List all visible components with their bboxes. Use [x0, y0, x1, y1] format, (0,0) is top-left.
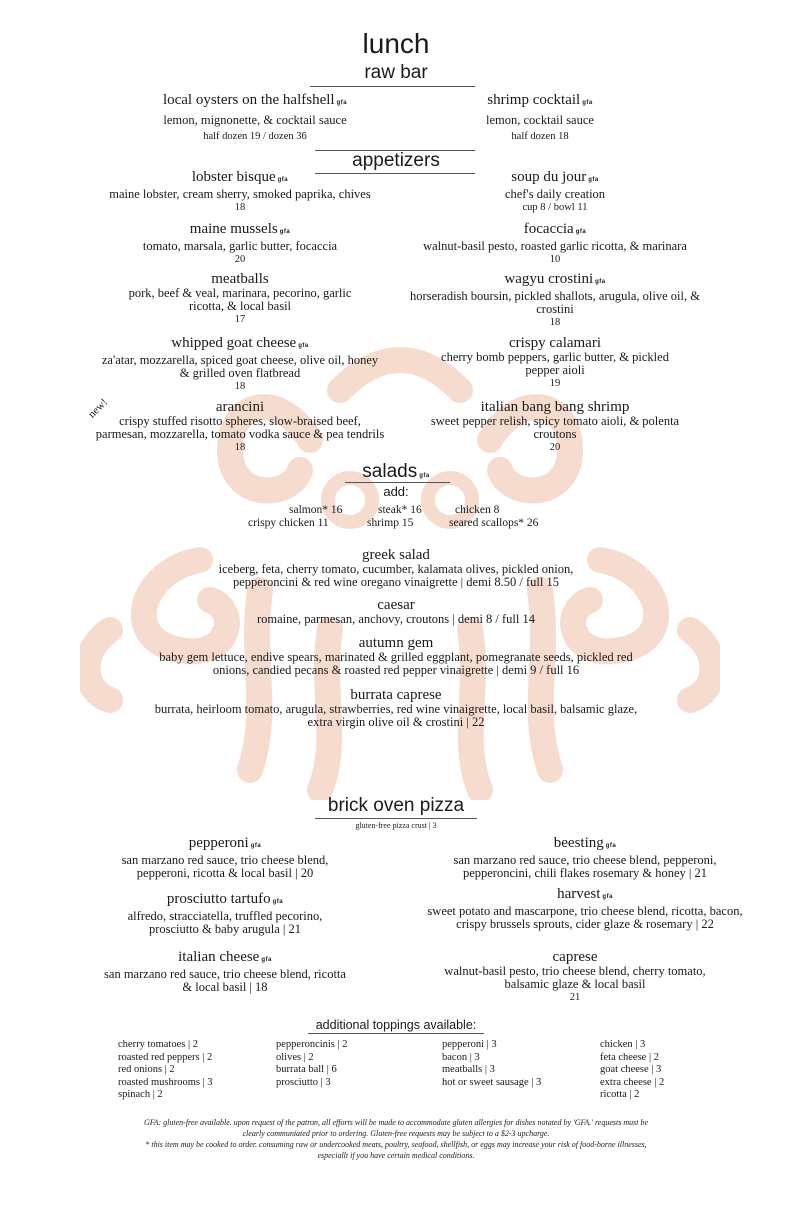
topping-item: bacon | 3: [442, 1051, 480, 1063]
section-heading-raw-bar: raw bar: [364, 62, 428, 83]
gfa-tag: gfa: [588, 177, 599, 183]
menu-item: [100, 222, 380, 266]
item-name: maine mussels: [189, 221, 278, 237]
item-name: pepperoni: [188, 835, 249, 851]
gfa-tag: gfa: [298, 343, 309, 349]
item-description: extra virgin olive oil & crostini | 22: [307, 715, 485, 729]
item-description: alfredo, stracciatella, truffled pecorino, prosciutto & baby arugula | 21: [127, 909, 323, 936]
menu-item: [95, 400, 385, 454]
menu-item: [110, 93, 400, 143]
menu-item: [420, 93, 660, 143]
item-description: crispy stuffed risotto spheres, slow-braised beef, parmesan, mozzarella, tomato vodka sauce & pea tendrils: [95, 414, 385, 441]
topping-item: roasted red peppers | 2: [118, 1051, 213, 1063]
menu-item: [425, 950, 725, 1004]
gfa-tag: gfa: [277, 177, 289, 183]
gfa-tag: gfa: [605, 843, 617, 849]
gfa-tag: gfa: [272, 899, 284, 905]
topping-item: feta cheese | 2: [600, 1051, 659, 1063]
menu-item: [100, 950, 350, 994]
menu-item: [115, 892, 335, 936]
menu-item: [96, 548, 696, 589]
menu-item: [80, 170, 400, 214]
item-price: cup 8 / bowl 11: [522, 202, 588, 213]
menu-item: [410, 272, 700, 329]
topping-item: extra cheese | 2: [600, 1076, 665, 1088]
gfa-tag: gfa: [575, 229, 587, 235]
topping-item: olives | 2: [276, 1051, 314, 1063]
footer-line: * this item may be cooked to order. consuming raw or undercooked meats, poultry, seafood, shellfish, or eggs may increase your risk of food-borne illnesses,: [145, 1140, 647, 1149]
item-name: focaccia: [523, 221, 574, 237]
add-label: add:: [383, 484, 409, 499]
menu-item: [96, 688, 696, 729]
item-name: shrimp cocktail: [487, 92, 581, 108]
item-price: 18: [234, 202, 246, 213]
topping-item: red onions | 2: [118, 1064, 175, 1075]
menu-title: lunch: [362, 28, 430, 59]
item-description: pepperoncini & red wine oregano vinaigrette | demi 8.50 / full 15: [232, 575, 560, 589]
item-description: lemon, cocktail sauce: [486, 113, 594, 127]
topping-item: chicken | 3: [600, 1039, 646, 1050]
menu-item: [420, 170, 690, 214]
item-name: wagyu crostini: [504, 271, 594, 287]
gfa-tag: gfa: [250, 843, 262, 849]
add-option: crispy chicken 11: [248, 517, 329, 529]
add-option: chicken 8: [455, 504, 500, 516]
item-name: soup du jour: [511, 169, 587, 185]
item-name: burrata caprese: [350, 687, 442, 703]
item-price: half dozen 18: [511, 131, 569, 142]
menu-item: [395, 222, 715, 266]
add-option: salmon* 16: [289, 504, 343, 516]
item-name: prosciutto tartufo: [166, 891, 271, 907]
gluten-free-crust-note: gluten-free pizza crust | 3: [355, 821, 437, 830]
item-name: greek salad: [362, 547, 430, 563]
gfa-tag: gfa: [261, 957, 272, 963]
item-description: sweet pepper relish, spicy tomato aioli, & polenta croutons: [430, 414, 680, 441]
item-price: 21: [569, 992, 581, 1003]
menu-item: [430, 400, 680, 454]
item-name: autumn gem: [358, 635, 434, 651]
new-badge: new!: [86, 396, 111, 421]
gfa-tag: gfa: [279, 229, 291, 235]
item-name: meatballs: [211, 271, 269, 287]
menu-item: [415, 887, 755, 931]
menu-item: [120, 272, 360, 326]
item-description: san marzano red sauce, trio cheese blend, pepperoni, ricotta & local basil | 20: [121, 853, 329, 880]
item-price: 18: [234, 381, 246, 392]
item-price: 10: [549, 254, 561, 265]
toppings-column: [276, 1039, 348, 1089]
section-heading-salads: [0, 461, 792, 483]
item-name: lobster bisque: [191, 169, 276, 185]
footer-disclaimer: [80, 1117, 712, 1161]
topping-item: pepperoni | 3: [442, 1039, 497, 1050]
item-description: lemon, mignonette, & cocktail sauce: [163, 113, 347, 127]
item-price: 19: [549, 378, 561, 389]
item-price: 18: [549, 317, 561, 328]
footer-line: especiallt if you have certain medical conditions.: [317, 1151, 475, 1160]
topping-item: burrata ball | 6: [276, 1064, 337, 1075]
item-description: baby gem lettuce, endive spears, marinated & grilled eggplant, pomegranate seeds, pickled red: [159, 650, 633, 664]
gfa-tag: gfa: [595, 279, 606, 285]
topping-item: cherry tomatoes | 2: [118, 1039, 198, 1050]
menu-item: [96, 598, 696, 626]
menu-item: [100, 836, 350, 880]
item-name: caprese: [552, 949, 598, 965]
item-price: 20: [234, 254, 246, 265]
item-description: tomato, marsala, garlic butter, focaccia: [142, 239, 338, 253]
item-description: onions, candied pecans & roasted red pepper vinaigrette | demi 9 / full 16: [212, 663, 580, 677]
gfa-tag: gfa: [419, 473, 430, 479]
topping-item: goat cheese | 3: [600, 1064, 662, 1075]
toppings-heading: additional toppings available:: [315, 1018, 477, 1032]
menu-item: [425, 336, 685, 390]
salads-rule: [345, 482, 450, 483]
item-name: caesar: [377, 597, 415, 613]
item-description: burrata, heirloom tomato, arugula, strawberries, red wine vinaigrette, local basil, balsamic glaze,: [154, 702, 638, 716]
toppings-column: [600, 1039, 664, 1102]
footer-line: clearly communiated prior to ordering. Gluten-free requests may be subject to a $2-3 upcharge.: [242, 1129, 550, 1138]
item-description: horseradish boursin, pickled shallots, arugula, olive oil, & crostini: [410, 289, 700, 316]
item-name: local oysters on the halfshell: [162, 92, 335, 108]
item-description: walnut-basil pesto, trio cheese blend, cherry tomato, balsamic glaze & local basil: [444, 964, 706, 991]
item-description: romaine, parmesan, anchovy, croutons | demi 8 / full 14: [256, 612, 535, 626]
item-price: 18: [234, 442, 246, 453]
gfa-tag: gfa: [582, 100, 593, 106]
topping-item: pepperoncinis | 2: [276, 1039, 348, 1050]
topping-item: roasted mushrooms | 3: [118, 1076, 213, 1088]
item-description: sweet potato and mascarpone, trio cheese blend, ricotta, bacon, crispy brussels sprouts, cider glaze & rosemary | 22: [427, 904, 743, 931]
item-description: walnut-basil pesto, roasted garlic ricotta, & marinara: [423, 239, 687, 253]
item-description: chef's daily creation: [504, 187, 606, 201]
item-price: 17: [234, 314, 246, 325]
topping-item: spinach | 2: [118, 1089, 163, 1100]
section-heading-text: salads: [362, 461, 418, 482]
menu-item: [96, 636, 696, 677]
section-heading-appetizers: appetizers: [352, 150, 440, 171]
item-name: crispy calamari: [508, 335, 602, 351]
toppings-column: [118, 1039, 213, 1102]
menu-item: [440, 836, 730, 880]
menu-item: [100, 336, 380, 393]
item-description: maine lobster, cream sherry, smoked paprika, chives: [109, 187, 371, 201]
gfa-tag: gfa: [602, 894, 613, 900]
topping-item: hot or sweet sausage | 3: [442, 1076, 542, 1088]
topping-item: meatballs | 3: [442, 1064, 495, 1075]
gfa-tag: gfa: [336, 100, 348, 106]
item-name: whipped goat cheese: [171, 335, 297, 351]
item-name: arancini: [215, 399, 265, 415]
item-description: pork, beef & veal, marinara, pecorino, garlic ricotta, & local basil: [128, 286, 352, 313]
add-option: seared scallops* 26: [449, 517, 539, 529]
item-description: san marzano red sauce, trio cheese blend, pepperoni, pepperoncini, chili flakes rosemary & honey | 21: [453, 853, 717, 880]
footer-line: GFA: gluten-free available. upon request of the patron, all efforts will be made to accommodate gluten allergies for dishes notated by 'GFA.' requests must be: [143, 1118, 649, 1127]
toppings-rule: [308, 1033, 484, 1034]
item-name: italian cheese: [178, 949, 260, 965]
pizza-rule: [315, 818, 477, 819]
item-price: half dozen 19 / dozen 36: [203, 131, 307, 142]
item-description: iceberg, feta, cherry tomato, cucumber, kalamata olives, pickled onion,: [218, 562, 574, 576]
item-name: beesting: [553, 835, 604, 851]
raw-bar-rule: [310, 86, 475, 87]
item-price: 20: [549, 442, 561, 453]
item-description: san marzano red sauce, trio cheese blend, ricotta & local basil | 18: [104, 967, 346, 994]
topping-item: prosciutto | 3: [276, 1076, 331, 1088]
section-heading-pizza: brick oven pizza: [327, 795, 465, 816]
add-option: steak* 16: [378, 504, 422, 516]
item-name: italian bang bang shrimp: [480, 399, 630, 415]
item-description: za'atar, mozzarella, spiced goat cheese, olive oil, honey & grilled oven flatbread: [101, 353, 379, 380]
topping-item: ricotta | 2: [600, 1089, 640, 1100]
toppings-column: [442, 1039, 541, 1089]
add-option: shrimp 15: [367, 517, 414, 529]
item-description: cherry bomb peppers, garlic butter, & pickled pepper aioli: [441, 350, 669, 377]
item-name: harvest: [557, 886, 601, 902]
